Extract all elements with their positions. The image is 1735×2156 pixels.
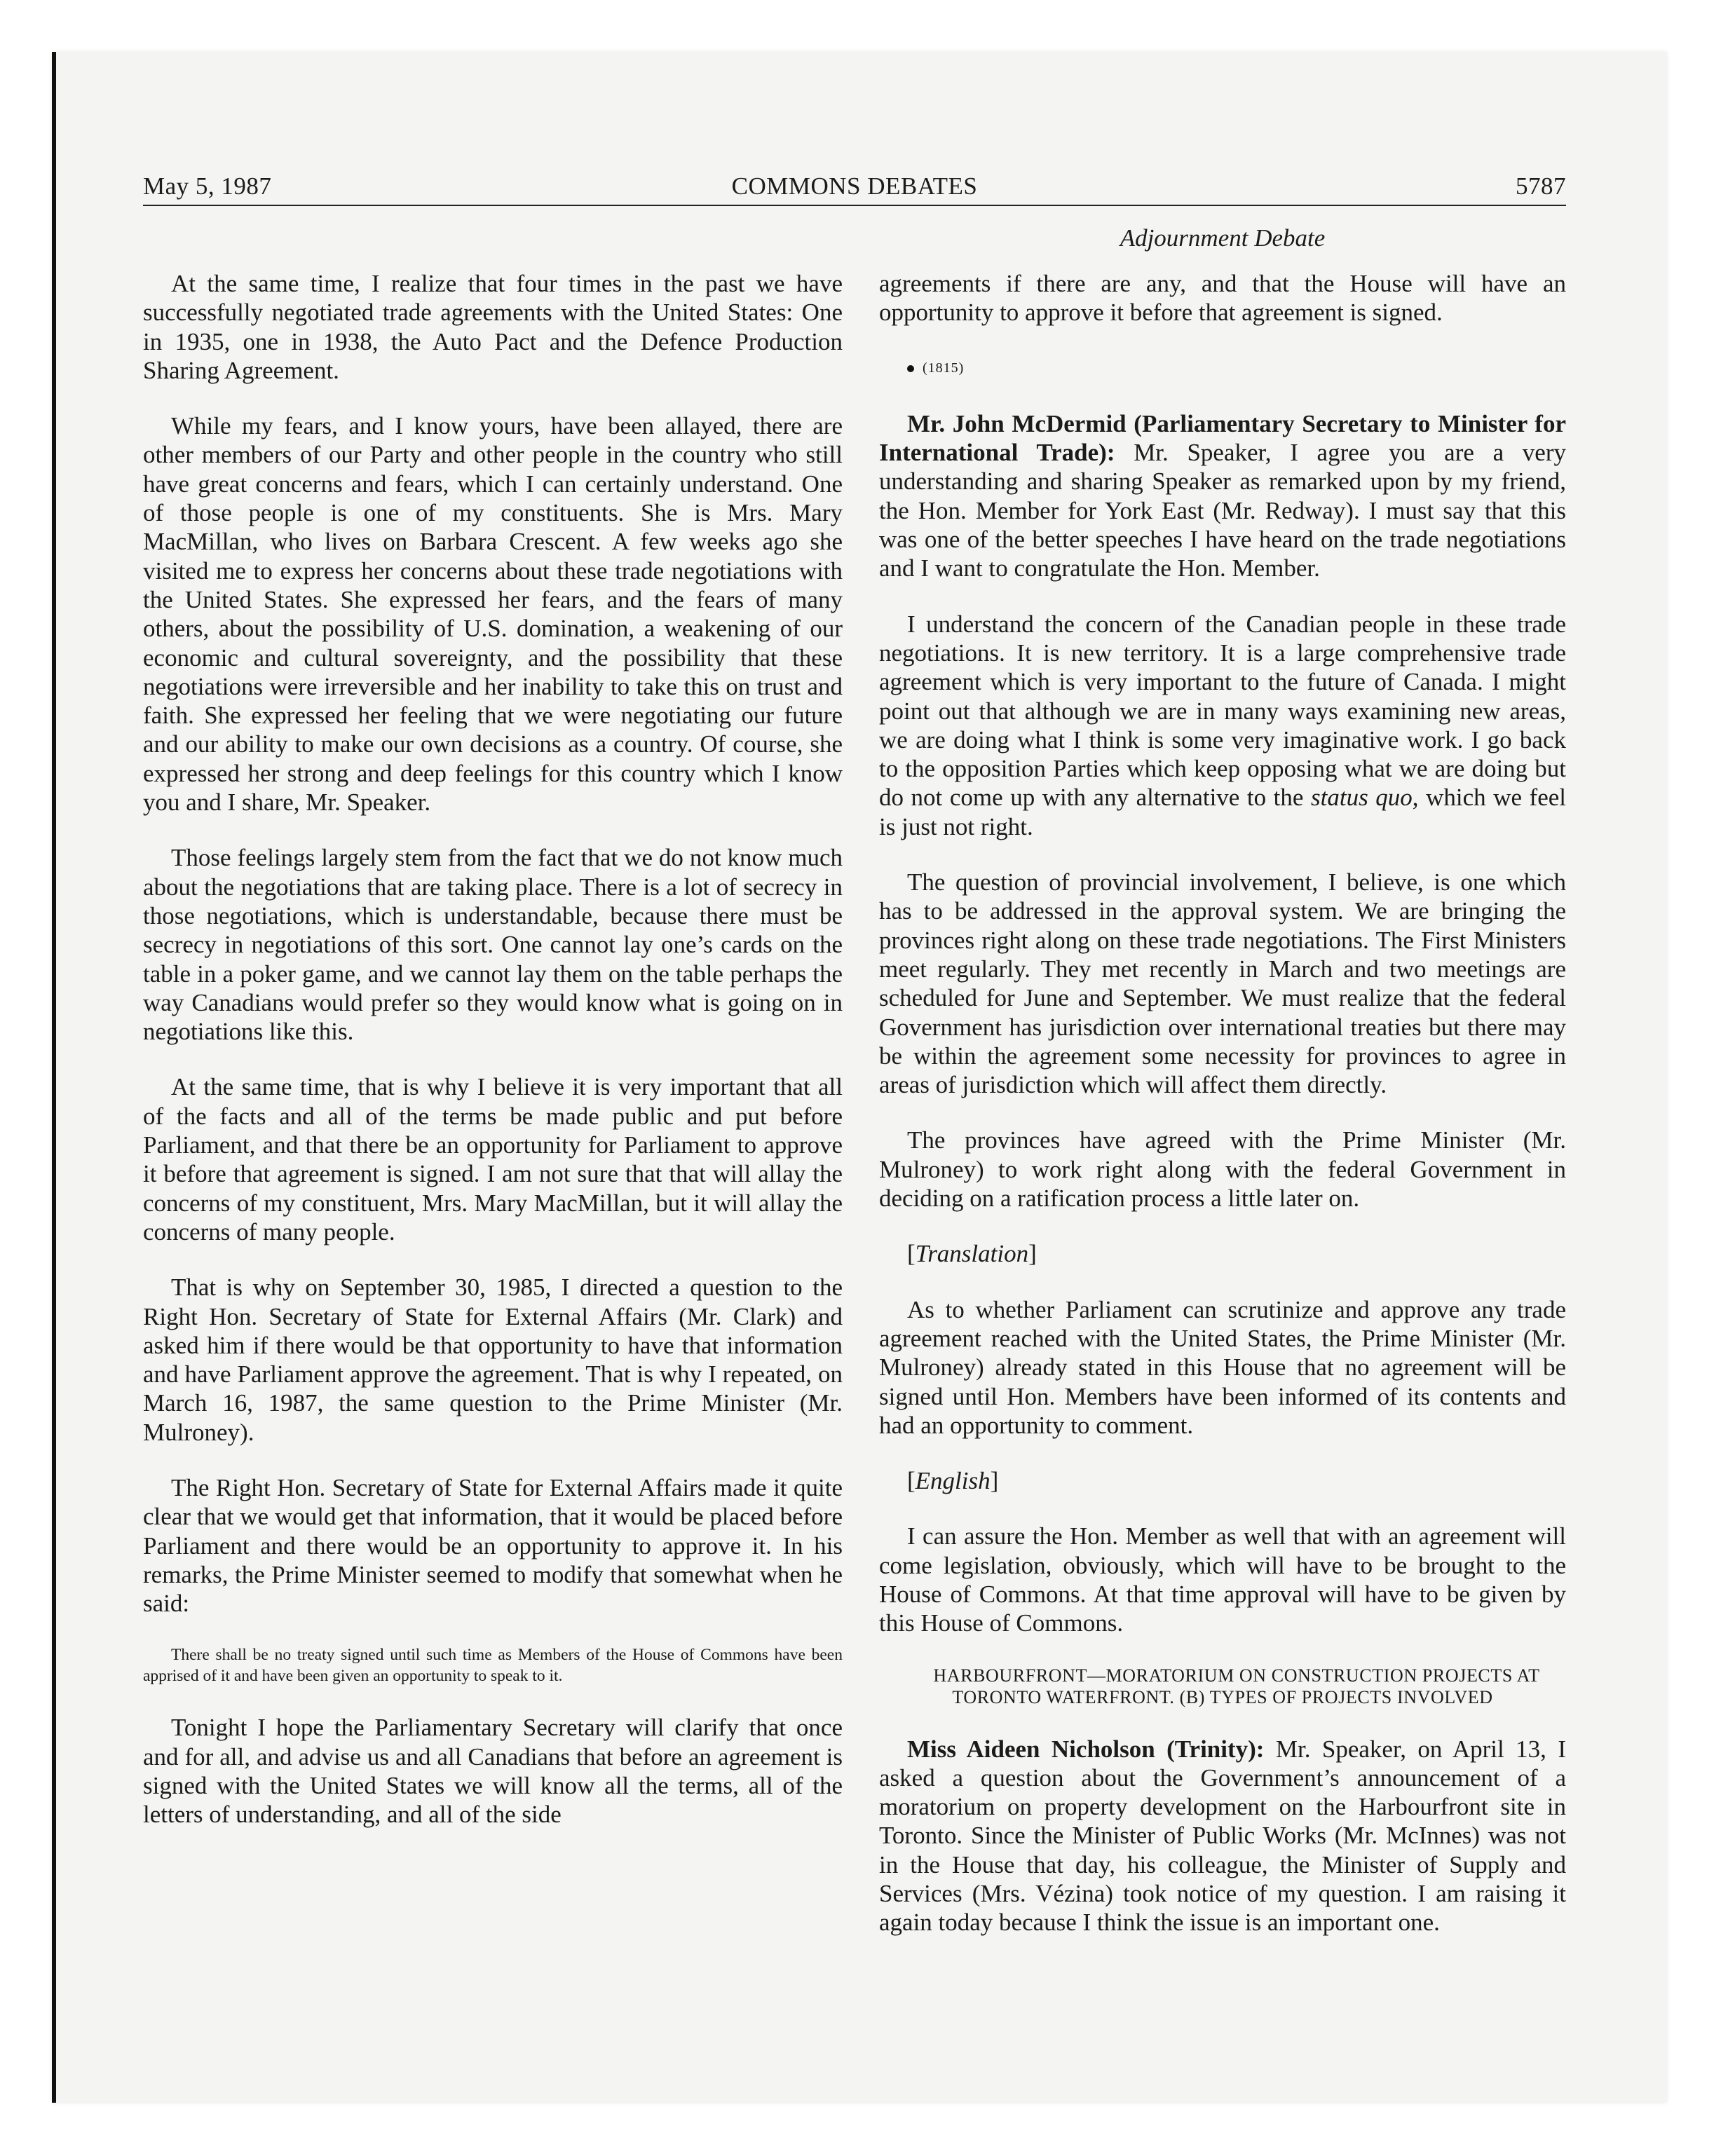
paragraph: The Right Hon. Secretary of State for External Affairs made it quite clear that we would get that information, that it would be placed before Parliament and there would be an opportunity to approve it. In his remarks, the Prime Minister seemed to modify that somewhat when he said: — [143, 1473, 843, 1618]
time-marker-text: (1815) — [923, 360, 965, 376]
page-header — [143, 172, 1566, 203]
paragraph: Those feelings largely stem from the fact that we do not know much about the negotiations that are taking place. There is a lot of secrecy in those negotiations, which is understandable, because there must be secrecy in negotiations of this sort. One cannot lay one’s cards on the table in a poker game, and we cannot lay them on the table perhaps the way Canadians would prefer so they would know what is going on in negotiations like this. — [143, 844, 843, 1046]
bullet-icon — [907, 365, 914, 372]
speaker-name: Mr. John McDermid (Parliamentary Secretary to Minister for International Trade): — [879, 409, 1566, 467]
paragraph: While my fears, and I know yours, have been allayed, there are other members of our Party and other people in the country who still have great concerns and fears, which I can certainly understand. One of those people is one of my constituents. She is Mrs. Mary MacMillan, who lives on Barbara Crescent. A few weeks ago she visited me to express her concerns about these trade negotiations with the United States. She expressed her fears, and the fears of many others, about the possibility of U.S. domination, a weakening of our economic and cultural sovereignty, and the possibility that these negotiations were irreversible and her inability to take this on trust and faith. She expressed her feeling that we were negotiating our future and our ability to make our own decisions as a country. Of course, she expressed her strong and deep feelings for this country which I know you and I share, Mr. Speaker. — [143, 412, 843, 817]
block-quote: There shall be no treaty signed until such time as Members of the House of Commons have been apprised of it and have been given an opportunity to speak to it. — [143, 1646, 843, 1686]
time-marker — [879, 354, 1566, 383]
italic-term: status quo — [1311, 784, 1413, 812]
paragraph: The question of provincial involvement, I believe, is one which has to be addressed in the approval system. We are bringing the provinces right along on these trade negotiations. The First Ministers meet regularly. They met recently in March and two meetings are scheduled for June and September. We must realize that the federal Government has jurisdiction over international treaties but there may be within the agreement some necessity for provinces to agree in areas of jurisdiction which will affect them directly. — [879, 868, 1566, 1099]
left-column — [143, 269, 843, 1856]
paragraph: I can assure the Hon. Member as well that with an agreement will come legislation, obviously, which will have to be brought to the House of Commons. At that time approval will have to be given by this House of Commons. — [879, 1522, 1566, 1637]
header-page-number: 5787 — [1516, 172, 1566, 200]
paragraph: The provinces have agreed with the Prime Minister (Mr. Mulroney) to work right along with the federal Government in deciding on a ratification process a little later on. — [879, 1126, 1566, 1213]
paragraph: At the same time, that is why I believe it is very important that all of the facts and all of the terms be made public and put before Parliament, and that there be an opportunity for Parliament to approve it before that agreement is signed. I am not sure that that will allay the concerns of my constituent, Mrs. Mary MacMillan, but it will allay the concerns of many people. — [143, 1073, 843, 1246]
paragraph — [879, 409, 1566, 583]
speech-text: Mr. Speaker, I agree you are a very understanding and sharing Speaker as remarked upon by my friend, the Hon. Member for York East (Mr. Redway). I must say that this was one of the better speeches I have heard on the trade negotiations and I want to congratulate the Hon. Member. — [879, 439, 1566, 582]
paragraph — [879, 1735, 1566, 1937]
right-column — [879, 269, 1566, 1964]
language-tag: [English] — [907, 1467, 999, 1495]
header-publication: COMMONS DEBATES — [731, 172, 978, 200]
paragraph: Tonight I hope the Parliamentary Secretary will clarify that once and for all, and advise us and all Canadians that before an agreement is signed with the United States we will know all the terms, all of the letters of understanding, and all of the side — [143, 1714, 843, 1829]
paragraph — [879, 610, 1566, 841]
header-date: May 5, 1987 — [143, 172, 272, 200]
section-label: Adjournment Debate — [1120, 224, 1326, 252]
speaker-name: Miss Aideen Nicholson (Trinity): — [907, 1735, 1265, 1763]
speech-text: I understand the concern of the Canadian people in these trade negotiations. It is new territory. It is a large comprehensive trade agreement which is very important to the future of Canada. I might point out that although we are in many ways examining new areas, we are doing what I think is some very imaginative work. I go back to the opposition Parties which keep opposing what we are doing but do not come up with any alternative to the — [879, 610, 1566, 812]
header-rule — [143, 205, 1566, 206]
paragraph: As to whether Parliament can scrutinize and approve any trade agreement reached with the United States, the Prime Minister (Mr. Mulroney) already stated in this House that no agreement will be signed until Hon. Members have been informed of its contents and had an opportunity to comment. — [879, 1295, 1566, 1439]
paragraph: At the same time, I realize that four times in the past we have successfully negotiated trade agreements with the United States: One in 1935, one in 1938, the Auto Pact and the Defence Production Sharing Agreement. — [143, 270, 843, 384]
language-tag-text: English — [915, 1467, 991, 1495]
speech-text: Mr. Speaker, on April 13, I asked a question about the Government’s announcement of a moratorium on property development on the Harbourfront site in Toronto. Since the Minister of Public Works (Mr. McInnes) was not in the House that day, his colleague, the Minister of Supply and Services (Mrs. Vézina) took notice of my question. I am raising it again today because I think the issue is an important one. — [879, 1735, 1566, 1937]
language-tag-text: Translation — [915, 1240, 1029, 1268]
paragraph: That is why on September 30, 1985, I directed a question to the Right Hon. Secretary of State for External Affairs (Mr. Clark) and asked him if there would be that opportunity to have that information and have Parliament approve the agreement. That is why I repeated, on March 16, 1987, the same question to the Prime Minister (Mr. Mulroney). — [143, 1274, 843, 1446]
scan-edge-shadow — [52, 52, 56, 2103]
paragraph: agreements if there are any, and that the House will have an opportunity to approve it before that agreement is signed. — [879, 270, 1566, 327]
section-heading: HARBOURFRONT—MORATORIUM ON CONSTRUCTION PROJECTS AT TORONTO WATERFRONT. (B) TYPES OF PROJECTS INVOLVED — [933, 1665, 1540, 1707]
language-tag: [Translation] — [907, 1240, 1037, 1268]
speech-text: , which we feel is just not right. — [879, 784, 1567, 840]
